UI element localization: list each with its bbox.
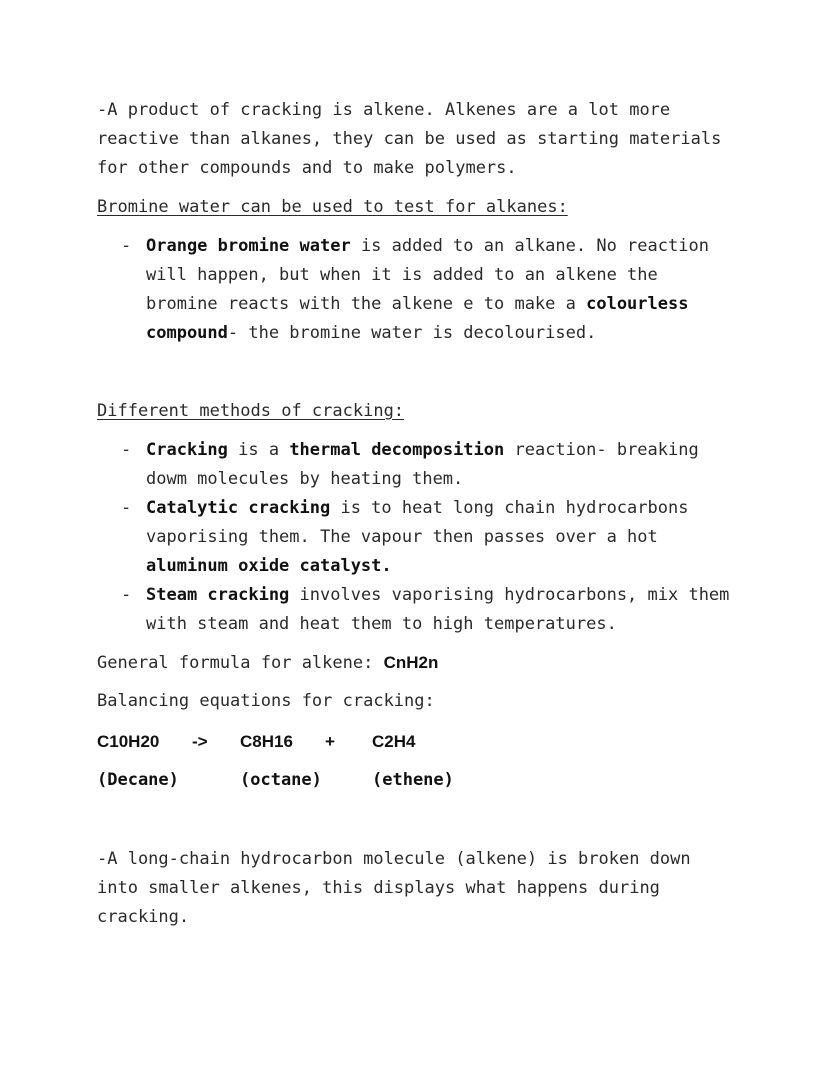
- equation-names-row: [97, 766, 597, 795]
- item-text: - the bromine water is decolourised.: [227, 323, 597, 343]
- bold-term: Steam cracking: [146, 585, 290, 605]
- item-text: is to heat long chain hydrocarbons vaporising them. The vapour then passes over a hot: [146, 498, 689, 547]
- item-text: involves vaporising hydrocarbons, mix them with steam and heat them to high temperatures.: [146, 585, 730, 634]
- item-text: is a: [227, 440, 290, 460]
- equation-row: [97, 727, 597, 756]
- formula-label: General formula for alkene:: [97, 653, 384, 673]
- methods-heading: Different methods of cracking:: [97, 401, 405, 421]
- bold-term: aluminum oxide catalyst.: [146, 556, 392, 576]
- product1-name: (octane): [240, 770, 322, 790]
- list-item: [97, 436, 737, 494]
- product2-formula: C2H4: [372, 732, 416, 751]
- bold-term: colourless compound: [146, 294, 689, 343]
- reaction-arrow: ->: [192, 732, 208, 751]
- bold-term: Cracking: [146, 440, 228, 460]
- list-item: [97, 494, 737, 581]
- bold-term: Orange bromine water: [146, 236, 351, 256]
- list-dash: -: [121, 440, 132, 460]
- outro-paragraph: -A long-chain hydrocarbon molecule (alkene) is broken down into smaller alkenes, this displays what happens during cracking.: [97, 849, 701, 927]
- formula-value: CnH2n: [383, 653, 439, 672]
- bold-term: thermal decomposition: [289, 440, 505, 460]
- plus-sign: +: [325, 732, 335, 751]
- reactant-name: (Decane): [97, 770, 179, 790]
- product1-formula: C8H16: [240, 732, 293, 751]
- general-formula-line: [97, 648, 737, 678]
- product2-name: (ethene): [372, 770, 454, 790]
- list-dash: -: [121, 585, 132, 605]
- methods-list: [97, 436, 737, 639]
- bromine-list: [97, 232, 737, 348]
- bold-term: Catalytic cracking: [146, 498, 331, 518]
- intro-paragraph: -A product of cracking is alkene. Alkenes are a lot more reactive than alkanes, they can be used as starting materials for other compounds and to make polymers.: [97, 100, 732, 178]
- item-text: is added to an alkane. No reaction will happen, but when it is added to an alkene the bromine reacts with the alkene e to make a: [146, 236, 709, 314]
- list-dash: -: [121, 498, 132, 518]
- item-text: reaction- breaking dowm molecules by heating them.: [146, 440, 699, 489]
- list-item: [97, 581, 737, 639]
- reactant-formula: C10H20: [97, 732, 160, 751]
- balancing-label: Balancing equations for cracking:: [97, 691, 435, 711]
- list-item: [97, 232, 737, 348]
- list-dash: -: [121, 236, 132, 256]
- bromine-heading: Bromine water can be used to test for alkanes:: [97, 197, 568, 217]
